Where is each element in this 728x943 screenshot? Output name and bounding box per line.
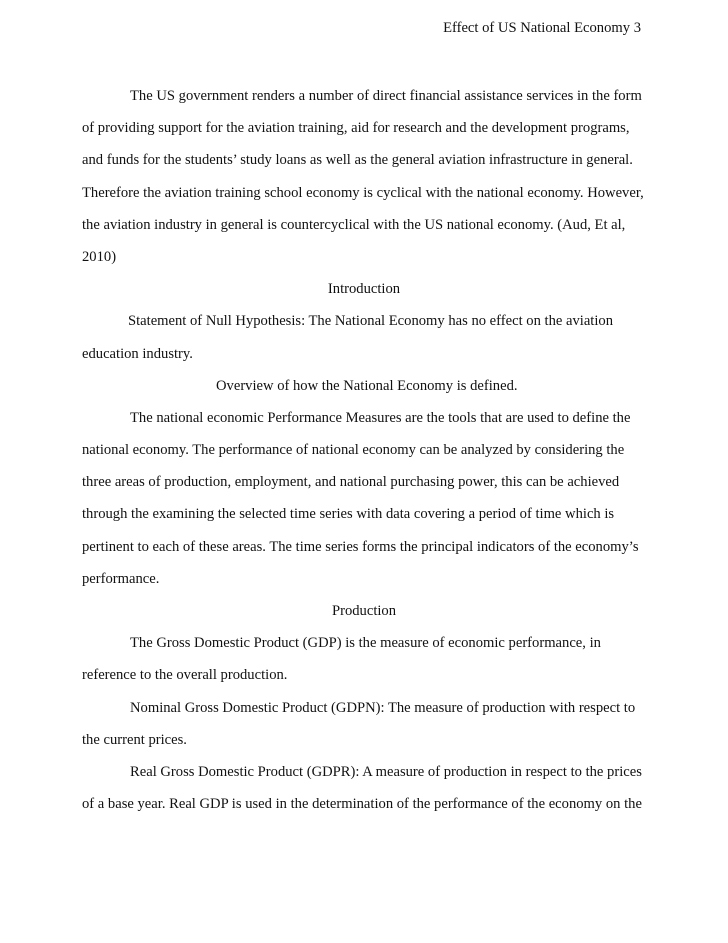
paragraph-line: of providing support for the aviation training, aid for research and the development programs,: [82, 120, 630, 137]
running-head: Effect of US National Economy 3: [443, 20, 641, 36]
paragraph-line: national economy. The performance of national economy can be analyzed by considering the: [82, 442, 625, 459]
section-heading-introduction: Introduction: [327, 281, 401, 298]
paragraph-line: Therefore the aviation training school economy is cyclical with the national economy. However,: [82, 184, 644, 201]
paragraph-line: the aviation industry in general is countercyclical with the US national economy. (Aud, Et al,: [82, 216, 626, 233]
paragraph-line: Real Gross Domestic Product (GDPR): A measure of production in respect to the prices: [130, 763, 642, 780]
paragraph-line: performance.: [82, 570, 160, 587]
paragraph-line: through the examining the selected time series with data covering a period of time which is: [82, 506, 615, 523]
paragraph-line: 2010): [82, 248, 117, 265]
paragraph-line: Statement of Null Hypothesis: The National Economy has no effect on the aviation: [128, 313, 613, 330]
paragraph-line: Nominal Gross Domestic Product (GDPN): The measure of production with respect to: [130, 699, 636, 716]
paragraph-line: pertinent to each of these areas. The time series forms the principal indicators of the economy’s: [82, 538, 639, 555]
paragraph-line: the current prices.: [82, 731, 187, 748]
paragraph-line: and funds for the students’ study loans as well as the general aviation infrastructure in general.: [82, 152, 633, 169]
paragraph-line: The US government renders a number of direct financial assistance services in the form: [130, 88, 642, 104]
paragraph-line: reference to the overall production.: [82, 667, 288, 684]
paragraph-line: The Gross Domestic Product (GDP) is the measure of economic performance, in: [130, 635, 601, 652]
paragraph-line: three areas of production, employment, and national purchasing power, this can be achieved: [82, 474, 620, 491]
document-body: [82, 87, 646, 827]
section-heading-production: Production: [331, 603, 397, 619]
section-heading-overview: Overview of how the National Economy is defined.: [216, 377, 518, 394]
paragraph-line: of a base year. Real GDP is used in the determination of the performance of the economy on the: [82, 796, 642, 813]
paragraph-line: The national economic Performance Measures are the tools that are used to define the: [130, 409, 631, 426]
paragraph-line: education industry.: [82, 345, 193, 362]
